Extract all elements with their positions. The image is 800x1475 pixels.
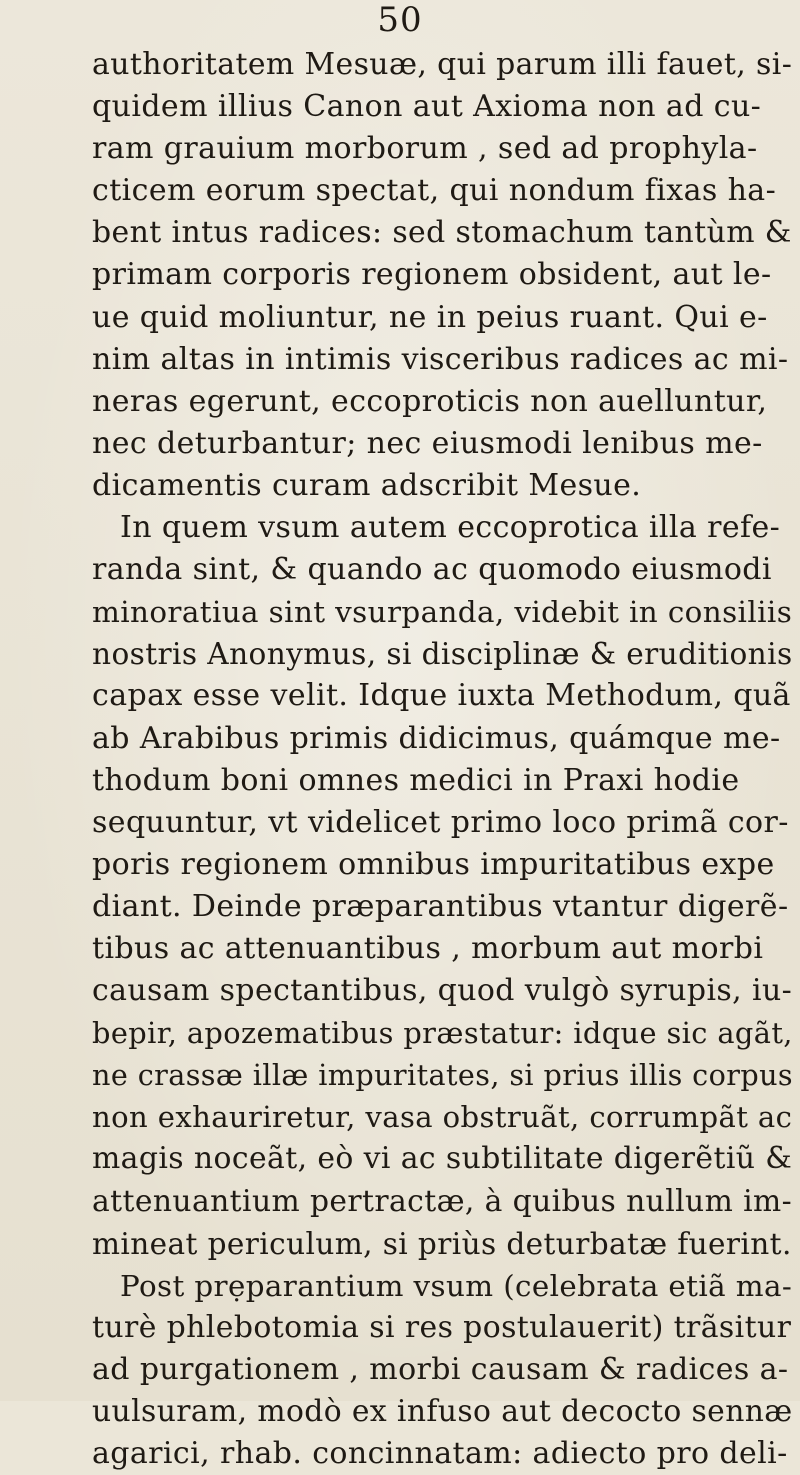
text-line: thodum boni omnes medici in Praxi hodie	[92, 762, 740, 798]
text-line: magis noceãt, eò vi ac subtilitate digerẽtiũ &	[92, 1141, 793, 1177]
text-line: bepir, apozematibus præstatur: idque sic agãt,	[92, 1016, 793, 1051]
text-line: bent intus radices: sed stomachum tantùm &	[92, 215, 792, 251]
text-line: agarici, rhab. concinnatam: adiecto pro deli-	[92, 1436, 788, 1472]
text-line: causam spectantibus, quod vulgò syrupis, iu-	[92, 973, 793, 1009]
text-line: Post prẹparantium vsum (celebrata etiã ma-	[120, 1268, 793, 1303]
text-line: ne crassæ illæ impuritates, si prius illis corpus	[92, 1058, 794, 1093]
text-line: nim altas in intimis visceribus radices ac mi-	[92, 341, 789, 377]
text-line: ad purgationem , morbi causam & radices a-	[92, 1351, 789, 1387]
text-line: In quem vsum autem eccoprotica illa refe-	[120, 510, 781, 546]
text-line: primam corporis regionem obsident, aut le-	[92, 257, 772, 293]
text-line: uulsuram, modò ex infuso aut decocto sennæ	[92, 1394, 793, 1429]
text-line: poris regionem omnibus impuritatibus expe	[92, 846, 775, 882]
text-line: ram grauium morborum , sed ad prophyla-	[92, 131, 758, 167]
body-text	[92, 44, 792, 1475]
text-line: non exhauriretur, vasa obstruãt, corrumpãt ac	[92, 1100, 793, 1135]
text-line: minoratiua sint vsurpanda, videbit in consiliis	[92, 595, 793, 630]
text-line: authoritatem Mesuæ, qui parum illi fauet, si-	[92, 47, 793, 82]
text-line: ab Arabibus primis didicimus, quámque me-	[92, 720, 781, 756]
text-line: nec deturbantur; nec eiusmodi lenibus me-	[92, 425, 763, 461]
text-line: cticem eorum spectat, qui nondum fixas ha-	[92, 173, 777, 209]
text-line: dicamentis curam adscribit Mesue.	[92, 467, 642, 503]
text-line: capax esse velit. Idque iuxta Methodum, quã	[92, 678, 791, 714]
text-line: diant. Deinde præparantibus vtantur digerẽ-	[92, 888, 789, 924]
text-line: mineat periculum, si priùs deturbatæ fuerint.	[92, 1226, 792, 1261]
text-line: sequuntur, vt videlicet primo loco primã cor-	[92, 804, 789, 840]
text-line: ue quid moliuntur, ne in peius ruant. Qui e-	[92, 299, 768, 335]
text-line: randa sint, & quando ac quomodo eiusmodi	[92, 552, 772, 588]
text-line: tibus ac attenuantibus , morbum aut morbi	[92, 930, 764, 966]
text-line: attenuantium pertractæ, à quibus nullum im-	[92, 1183, 793, 1219]
page-number: 50	[377, 0, 423, 40]
text-line: neras egerunt, eccoproticis non auelluntur,	[92, 383, 768, 419]
text-line: nostris Anonymus, si disciplinæ & eruditionis	[92, 637, 793, 672]
text-line: turè phlebotomia si res postulauerit) trãsitur	[92, 1309, 792, 1345]
text-line: quidem illius Canon aut Axioma non ad cu-	[92, 89, 762, 125]
